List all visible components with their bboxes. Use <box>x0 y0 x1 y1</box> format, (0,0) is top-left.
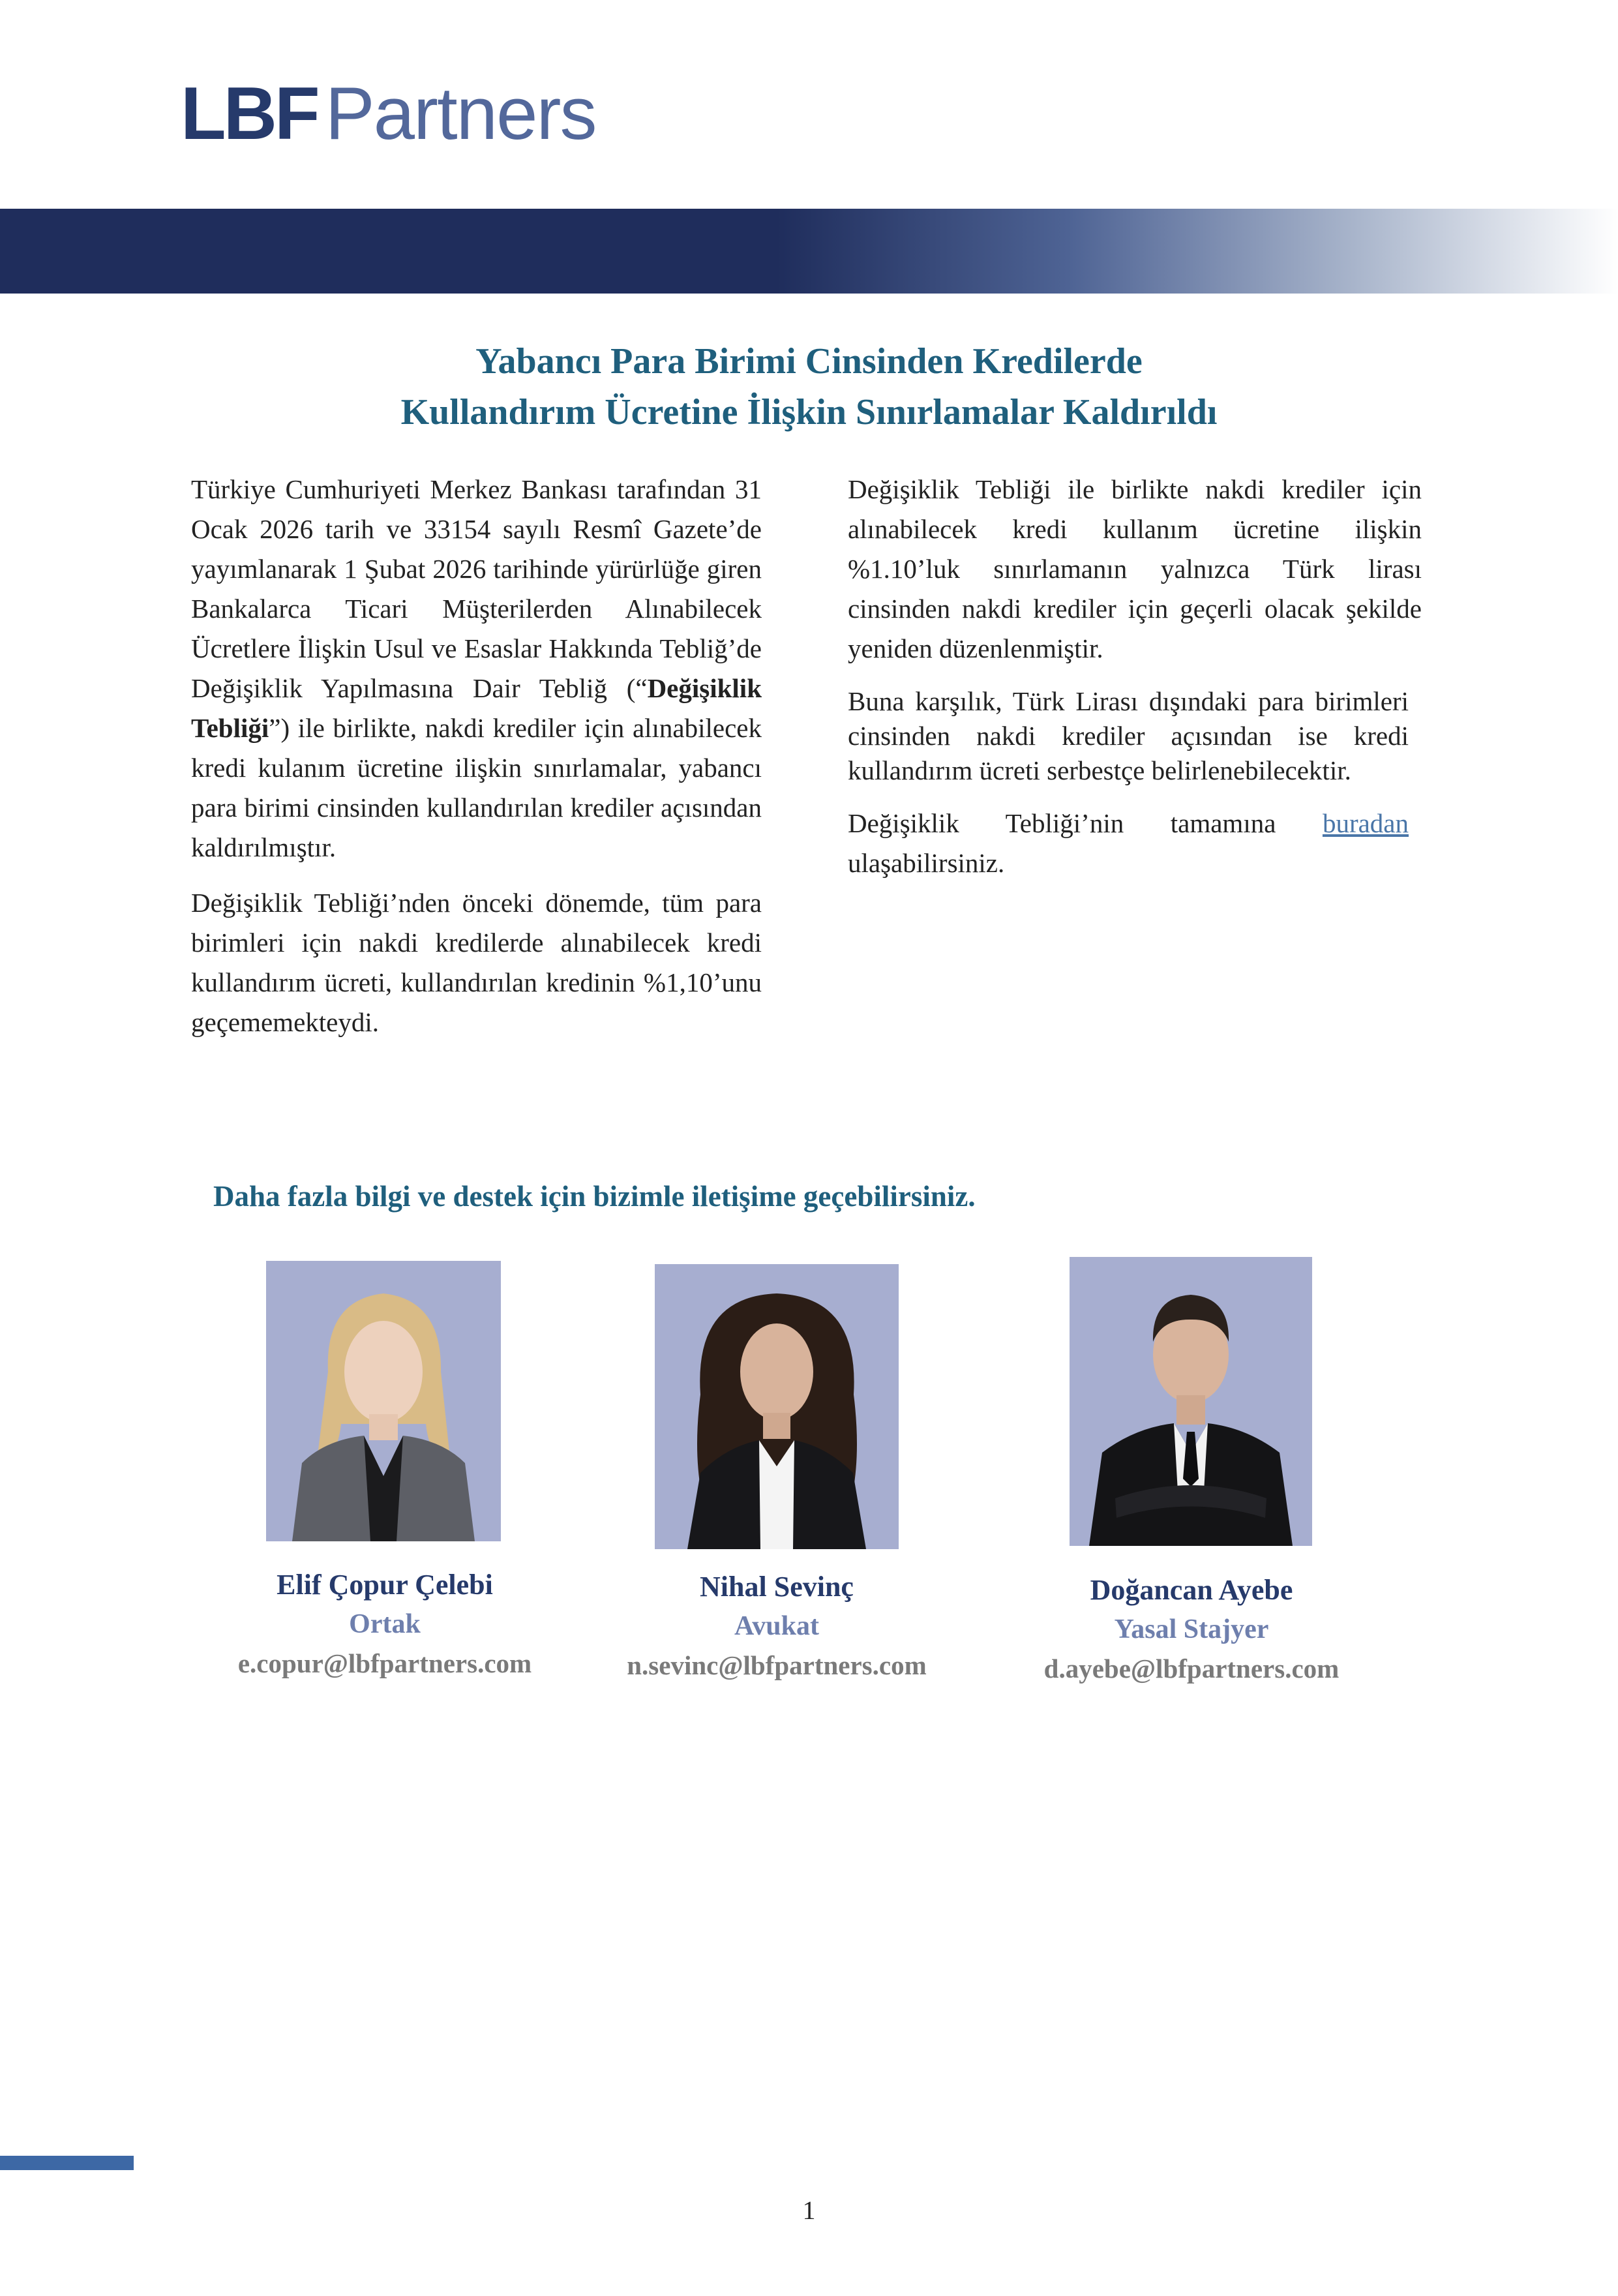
title-line-1: Yabancı Para Birimi Cinsinden Kredilerde <box>475 341 1143 382</box>
portrait-image <box>266 1261 501 1541</box>
person-name: Doğancan Ayebe <box>1090 1574 1293 1606</box>
left-p1-text-a: Türkiye Cumhuriyeti Merkez Bankası tarafından 31 Ocak 2026 tarih ve 33154 sayılı Resmî Gazete’de yayımlanarak 1 Şubat 2026 tarihinde yürürlüğe giren Bankalarca Ticari Müşterilerden Alınabilecek Ücretlere İlişkin Usul ve Esaslar Hakkında Tebliğ’de Değişiklik Yapılmasına Dair Tebliğ (“ <box>191 474 762 703</box>
portrait-image <box>655 1264 899 1549</box>
person-email[interactable]: d.ayebe@lbfpartners.com <box>1043 1654 1340 1684</box>
article-title <box>130 336 1488 438</box>
header-gradient-band <box>0 209 1618 294</box>
right-p3-text-b: ulaşabilirsiniz. <box>848 848 1005 878</box>
company-logo <box>181 72 596 155</box>
right-p3-text-a: Değişiklik Tebliği’nin tamamına <box>848 808 1323 838</box>
person-photo-nihal <box>655 1264 899 1549</box>
person-card-2 <box>614 1567 940 1685</box>
person-card-1 <box>222 1565 548 1683</box>
right-paragraph-2: Buna karşılık, Türk Lirası dışındaki para birimleri cinsinden nakdi krediler açısından ise kredi kullandırım ücreti serbestçe belirlenebilecektir. <box>848 686 1409 785</box>
person-role: Ortak <box>349 1609 421 1639</box>
right-paragraph-1: Değişiklik Tebliği ile birlikte nakdi krediler için alınabilecek kredi kullanım ücretine ilişkin %1.10’luk sınırlamanın yalnızca Türk lirası cinsinden nakdi krediler için geçerli olacak şekilde yeniden düzenlenmiştir. <box>848 474 1422 663</box>
person-photo-elif <box>266 1261 501 1541</box>
title-line-2: Kullandırım Ücretine İlişkin Sınırlamalar Kaldırıldı <box>400 392 1218 432</box>
right-column <box>848 470 1422 899</box>
contact-heading: Daha fazla bilgi ve destek için bizimle iletişime geçebilirsiniz. <box>213 1180 976 1213</box>
page-number: 1 <box>802 2196 816 2225</box>
left-paragraph-1 <box>191 470 762 868</box>
logo-light-text: Partners <box>325 72 596 155</box>
left-p1-text-b: ”) ile birlikte, nakdi krediler için alınabilecek kredi kulanım ücretine ilişkin sınırlamalar, yabancı para birimi cinsinden kullandırılan krediler açısından kaldırılmıştır. <box>191 713 762 862</box>
person-photo-dogancan <box>1070 1257 1312 1546</box>
left-p1-bold-term: Değişiklik Tebliği <box>191 673 762 743</box>
right-paragraph-3 <box>848 804 1409 883</box>
left-column <box>191 470 762 1058</box>
left-paragraph-2: Değişiklik Tebliği’nden önceki dönemde, tüm para birimleri için nakdi kredilerde alınabilecek kredi kullandırım ücreti, kullandırılan kredinin %1,10’unu geçememekteydi. <box>191 888 762 1037</box>
person-name: Elif Çopur Çelebi <box>277 1569 493 1601</box>
footer-accent-bar <box>0 2156 134 2170</box>
person-role: Yasal Stajyer <box>1114 1614 1269 1644</box>
person-card-3 <box>1028 1571 1355 1688</box>
person-email[interactable]: n.sevinc@lbfpartners.com <box>627 1650 927 1680</box>
logo-bold-text: LBF <box>181 72 318 155</box>
person-role: Avukat <box>734 1611 819 1641</box>
portrait-image <box>1070 1257 1312 1546</box>
buradan-link[interactable]: buradan <box>1322 808 1409 838</box>
person-email[interactable]: e.copur@lbfpartners.com <box>237 1648 532 1678</box>
person-name: Nihal Sevinç <box>700 1571 854 1603</box>
